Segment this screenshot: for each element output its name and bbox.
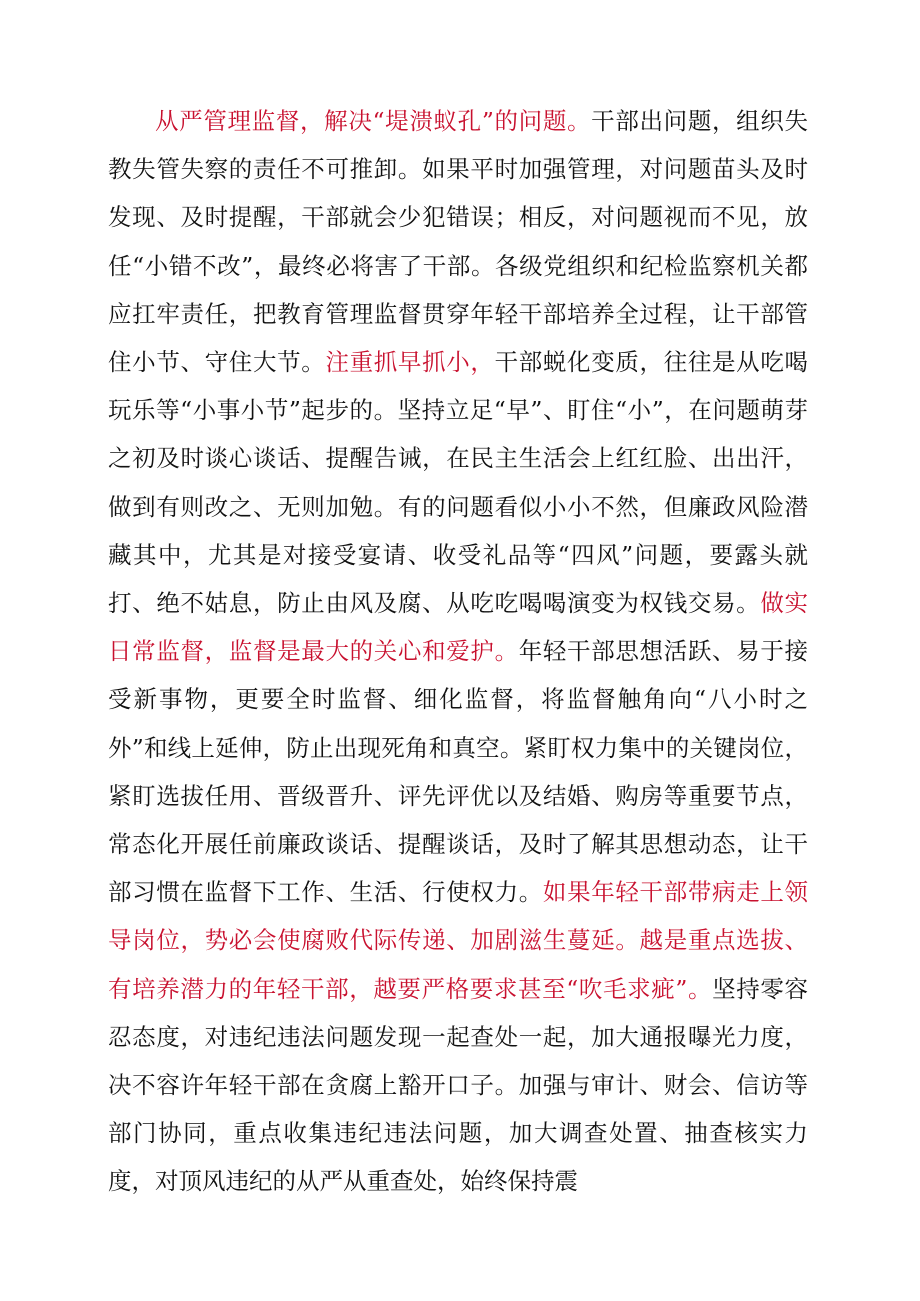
highlighted-heading-3: 做实日常监督，监督是最大的关心和爱护。 — [108, 589, 809, 666]
highlighted-heading-1: 从严管理监督，解决“堤溃蚁孔”的问题。 — [155, 107, 592, 135]
body-text-1: 干部出问题，组织失教失管失察的责任不可推卸。如果平时加强管理，对问题苗头及时发现、及时提醒，干部就会少犯错误；相反，对问题视而不见，放任“小错不改”，最终必将害了干部。各级党组织和纪检监察机关都应扛牢责任，把教育管理监督贯穿年轻干部培养全过程，让干部管住小节、守住大节。 — [108, 107, 808, 377]
highlighted-heading-4: 如果年轻干部带病走上领导岗位，势必会使腐败代际传递、加剧滋生蔓延。越是重点选拔、有培养潜力的年轻干部，越要严格要求甚至“吹毛求疵”。 — [108, 878, 809, 1003]
highlighted-heading-2: 注重抓早抓小， — [325, 348, 495, 377]
body-text-2: 干部蜕化变质，往往是从吃喝玩乐等“小事小节”起步的。坚持立足“早”、盯住“小”，在问题萌芽之初及时谈心谈话、提醒告诫，在民主生活会上红红脸、出出汗，做到有则改之、无则加勉。有的问题看似小小不然，但廉政风险潜藏其中，尤其是对接受宴请、收受礼品等“四风”问题，要露头就打、绝不姑息，防止由风及腐、从吃吃喝喝演变为权钱交易。 — [108, 348, 809, 618]
body-paragraph — [108, 97, 808, 1206]
document-page — [108, 97, 808, 1206]
body-text-4: 坚持零容忍态度，对违纪违法问题发现一起查处一起，加大通报曝光力度，决不容许年轻干部在贪腐上豁开口子。加强与审计、财会、信访等部门协同，重点收集违纪违法问题，加大调查处置、抽查核实力度，对顶风违纪的从严从重查处，始终保持震 — [108, 974, 808, 1196]
body-text-3: 年轻干部思想活跃、易于接受新事物，更要全时监督、细化监督，将监督触角向“八小时之外”和线上延伸，防止出现死角和真空。紧盯权力集中的关键岗位，紧盯选拔任用、晋级晋升、评先评优以及结婚、购房等重要节点，常态化开展任前廉政谈话、提醒谈话，及时了解其思想动态，让干部习惯在监督下工作、生活、行使权力。 — [108, 637, 809, 907]
